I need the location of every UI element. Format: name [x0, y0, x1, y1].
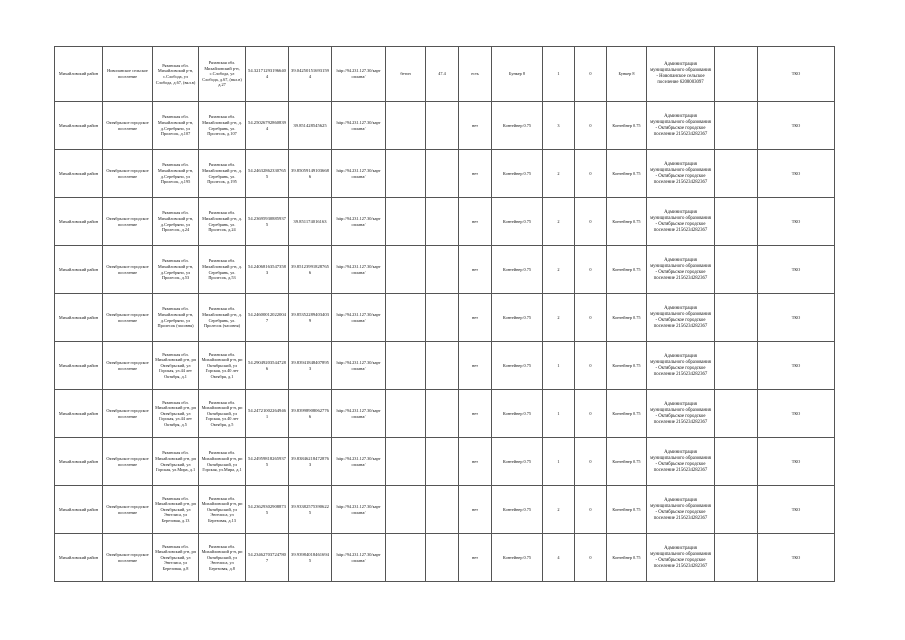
surface-cell — [386, 102, 426, 150]
area-cell — [426, 294, 459, 342]
settlement-cell: Октябрьское городское поселение — [103, 342, 153, 390]
surface-cell — [386, 198, 426, 246]
source-cell — [715, 438, 758, 486]
map-link-cell: http://94.231.127.30/карт оплана/ — [332, 390, 386, 438]
district-cell: Михайловский район — [55, 342, 103, 390]
area-cell — [426, 198, 459, 246]
planned-count-cell: 0 — [575, 47, 607, 102]
owner-cell: Администрация муниципального образования - Октябрьское городское поселение 2156234282367 — [647, 246, 715, 294]
planned-count-cell: 0 — [575, 486, 607, 534]
longitude-cell: 39.851239918287656 — [289, 246, 332, 294]
waste-type-cell: ТКО — [758, 150, 835, 198]
area-cell — [426, 150, 459, 198]
container-type-cell: Контейнер 0.75 — [492, 438, 543, 486]
latitude-cell: 54.250267928608394 — [246, 102, 289, 150]
container-volume-cell: Контейнер 0.75 — [607, 390, 647, 438]
source-cell — [715, 534, 758, 582]
longitude-cell: 39.850591491036686 — [289, 150, 332, 198]
area-cell — [426, 342, 459, 390]
container-count-cell: 2 — [543, 294, 575, 342]
owner-cell: Администрация муниципального образования - Октябрьское городское поселение 2156234282367 — [647, 534, 715, 582]
address-alt-cell: Рязанская обл. Михайловский р-н, рп Октябрьский, ул Энгелиса, ул Березовая, д.13 — [199, 486, 246, 534]
address-alt-cell: Рязанская обл. Михайловский р-н, рп Октябрьский, ул Энгелиса, ул Березовая, д.8 — [199, 534, 246, 582]
longitude-cell: 39.851174016163 — [289, 198, 332, 246]
container-count-cell: 2 — [543, 150, 575, 198]
latitude-cell: 54.234627037247807 — [246, 534, 289, 582]
waste-type-cell: ТКО — [758, 390, 835, 438]
address-alt-cell: Рязанская обл. Михайловский р-н, рп Октябрьский, ул Горская, ул.40 лет Октября, д.5 — [199, 390, 246, 438]
address-cell: Рязанская обл. Михайловский р-н, рп Октябрьский, ул Горская, ул.44 лет Октября, д.1 — [153, 342, 199, 390]
container-volume-cell: Контейнер 0.75 — [607, 438, 647, 486]
longitude-cell: 39.839418484078953 — [289, 342, 332, 390]
address-cell: Рязанская обл. Михайловский р-н, д.Серебряно, ул Пролесок, д.53 — [153, 246, 199, 294]
planned-count-cell: 0 — [575, 246, 607, 294]
planned-count-cell: 0 — [575, 438, 607, 486]
container-type-cell: Контейнер 0.75 — [492, 534, 543, 582]
settlement-cell: Октябрьское городское поселение — [103, 198, 153, 246]
source-cell — [715, 198, 758, 246]
district-cell: Михайловский район — [55, 47, 103, 102]
container-count-cell: 3 — [543, 102, 575, 150]
fence-cell: нет — [459, 390, 492, 438]
latitude-cell: 54.249598182659375 — [246, 438, 289, 486]
owner-cell: Администрация муниципального образования - Новопанское сельское поселение 6208003097 — [647, 47, 715, 102]
container-count-cell: 1 — [543, 390, 575, 438]
table-row — [55, 150, 835, 198]
latitude-cell: 54.321712931966404 — [246, 47, 289, 102]
source-cell — [715, 102, 758, 150]
surface-cell — [386, 150, 426, 198]
district-cell: Михайловский район — [55, 246, 103, 294]
map-link-cell: http://94.231.127.30/карт оплана/ — [332, 246, 386, 294]
fence-cell: нет — [459, 246, 492, 294]
map-link-cell: http://94.231.127.30/карт оплана/ — [332, 534, 386, 582]
waste-type-cell: ТКО — [758, 198, 835, 246]
container-count-cell: 1 — [543, 438, 575, 486]
container-volume-cell: Контейнер 0.75 — [607, 102, 647, 150]
container-type-cell: Бункер 8 — [492, 47, 543, 102]
longitude-cell: 39.853522894034039 — [289, 294, 332, 342]
registry-table — [54, 46, 835, 582]
area-cell — [426, 390, 459, 438]
owner-cell: Администрация муниципального образования - Октябрьское городское поселение 2156234282367 — [647, 342, 715, 390]
map-link-cell: http://94.231.127.30/карт оплана/ — [332, 486, 386, 534]
address-alt-cell: Рязанская обл. Михайловский р-н, д. Серебрянь, ул. Пролесок, д.107 — [199, 102, 246, 150]
district-cell: Михайловский район — [55, 198, 103, 246]
container-type-cell: Контейнер 0.75 — [492, 486, 543, 534]
settlement-cell: Октябрьское городское поселение — [103, 534, 153, 582]
fence-cell: нет — [459, 486, 492, 534]
planned-count-cell: 0 — [575, 390, 607, 438]
waste-type-cell: ТКО — [758, 47, 835, 102]
latitude-cell: 54.290492035447286 — [246, 342, 289, 390]
address-alt-cell: Рязанская обл. Михайловский р-н, рп Октябрьский, ул Горская, ул.Мира, д.1 — [199, 438, 246, 486]
area-cell — [426, 486, 459, 534]
settlement-cell: Октябрьское городское поселение — [103, 102, 153, 150]
table-row — [55, 534, 835, 582]
map-link-cell: http://94.231.127.30/карт оплана/ — [332, 342, 386, 390]
surface-cell: бетон — [386, 47, 426, 102]
surface-cell — [386, 438, 426, 486]
area-cell — [426, 438, 459, 486]
address-alt-cell: Рязанская обл. Михайловский р-н, д. Серебрянь, ул. Пролесок, д.195 — [199, 150, 246, 198]
settlement-cell: Октябрьское городское поселение — [103, 438, 153, 486]
district-cell: Михайловский район — [55, 150, 103, 198]
planned-count-cell: 0 — [575, 198, 607, 246]
fence-cell: нет — [459, 294, 492, 342]
container-type-cell: Контейнер 0.75 — [492, 342, 543, 390]
container-volume-cell: Контейнер 0.75 — [607, 486, 647, 534]
waste-type-cell: ТКО — [758, 102, 835, 150]
district-cell: Михайловский район — [55, 102, 103, 150]
table-row — [55, 294, 835, 342]
table-row — [55, 102, 835, 150]
waste-type-cell: ТКО — [758, 246, 835, 294]
address-cell: Рязанская обл. Михайловский р-н, д.Серебряно, ул Пролесок, д.24 — [153, 198, 199, 246]
container-count-cell: 4 — [543, 534, 575, 582]
district-cell: Михайловский район — [55, 534, 103, 582]
source-cell — [715, 342, 758, 390]
surface-cell — [386, 390, 426, 438]
table-row — [55, 47, 835, 102]
address-alt-cell: Рязанская обл. Михайловский р-н, рп Октябрьский, ул Горская, ул.40 лет Октября, д.1 — [199, 342, 246, 390]
owner-cell: Администрация муниципального образования - Октябрьское городское поселение 2156234282367 — [647, 294, 715, 342]
container-volume-cell: Контейнер 0.75 — [607, 534, 647, 582]
planned-count-cell: 0 — [575, 342, 607, 390]
owner-cell: Администрация муниципального образования - Октябрьское городское поселение 2156234282367 — [647, 486, 715, 534]
source-cell — [715, 246, 758, 294]
owner-cell: Администрация муниципального образования - Октябрьское городское поселение 2156234282367 — [647, 438, 715, 486]
latitude-cell: 54.246328623307655 — [246, 150, 289, 198]
fence-cell: нет — [459, 198, 492, 246]
settlement-cell: Октябрьское городское поселение — [103, 390, 153, 438]
district-cell: Михайловский район — [55, 438, 103, 486]
source-cell — [715, 47, 758, 102]
longitude-cell: 39.839989080627766 — [289, 390, 332, 438]
address-cell: Рязанская обл. Михайловский р-н, рп Октябрьский, ул Горская, ул.44 лет Октября, д.5 — [153, 390, 199, 438]
container-type-cell: Контейнер 0.75 — [492, 150, 543, 198]
address-cell: Рязанская обл. Михайловский р-н, рп Октябрьский, ул Энгелиса, ул Березовая, д.13 — [153, 486, 199, 534]
latitude-cell: 54.236293029088735 — [246, 486, 289, 534]
fence-cell: нет — [459, 102, 492, 150]
container-volume-cell: Контейнер 0.75 — [607, 198, 647, 246]
waste-type-cell: ТКО — [758, 342, 835, 390]
area-cell — [426, 102, 459, 150]
waste-type-cell: ТКО — [758, 294, 835, 342]
district-cell: Михайловский район — [55, 486, 103, 534]
fence-cell: нет — [459, 342, 492, 390]
registry-table-body — [55, 47, 835, 582]
planned-count-cell: 0 — [575, 534, 607, 582]
owner-cell: Администрация муниципального образования - Октябрьское городское поселение 2156234282367 — [647, 102, 715, 150]
district-cell: Михайловский район — [55, 294, 103, 342]
area-cell — [426, 534, 459, 582]
address-alt-cell: Рязанская обл. Михайловский р-н, с.Слобода, ул Слобода, д.67, (вкл.в) д.27 — [199, 47, 246, 102]
latitude-cell: 54.247210022649461 — [246, 390, 289, 438]
waste-type-cell: ТКО — [758, 534, 835, 582]
waste-type-cell: ТКО — [758, 486, 835, 534]
settlement-cell: Октябрьское городское поселение — [103, 294, 153, 342]
latitude-cell: 54.240681635473583 — [246, 246, 289, 294]
map-link-cell: http://94.231.127.30/карт оплана/ — [332, 102, 386, 150]
area-cell: 47.4 — [426, 47, 459, 102]
container-type-cell: Контейнер 0.75 — [492, 198, 543, 246]
table-row — [55, 198, 835, 246]
map-link-cell: http://94.231.127.30/карт оплана/ — [332, 47, 386, 102]
fence-cell: нет — [459, 534, 492, 582]
map-link-cell: http://94.231.127.30/карт оплана/ — [332, 438, 386, 486]
fence-cell: есть — [459, 47, 492, 102]
address-cell: Рязанская обл. Михайловский р-н, рп Октябрьский, ул Энгелиса, ул Березовая, д.8 — [153, 534, 199, 582]
container-volume-cell: Контейнер 0.75 — [607, 246, 647, 294]
longitude-cell: 39.042501516931594 — [289, 47, 332, 102]
map-link-cell: http://94.231.127.30/карт оплана/ — [332, 198, 386, 246]
longitude-cell: 39.933825753906225 — [289, 486, 332, 534]
settlement-cell: Новопанское сельское поселение — [103, 47, 153, 102]
table-row — [55, 246, 835, 294]
owner-cell: Администрация муниципального образования - Октябрьское городское поселение 2156234282367 — [647, 390, 715, 438]
container-count-cell: 1 — [543, 47, 575, 102]
address-cell: Рязанская обл. Михайловский р-н, д.Серебряно, ул Пролесок (часовня) — [153, 294, 199, 342]
settlement-cell: Октябрьское городское поселение — [103, 486, 153, 534]
area-cell — [426, 246, 459, 294]
container-volume-cell: Контейнер 0.75 — [607, 294, 647, 342]
source-cell — [715, 390, 758, 438]
container-count-cell: 2 — [543, 246, 575, 294]
table-row — [55, 486, 835, 534]
district-cell: Михайловский район — [55, 390, 103, 438]
planned-count-cell: 0 — [575, 294, 607, 342]
longitude-cell: 39.838462184728763 — [289, 438, 332, 486]
settlement-cell: Октябрьское городское поселение — [103, 150, 153, 198]
address-alt-cell: Рязанская обл. Михайловский р-н, д. Серебрянь, ул. Пролесок (часовня) — [199, 294, 246, 342]
container-type-cell: Контейнер 0.75 — [492, 102, 543, 150]
container-count-cell: 2 — [543, 198, 575, 246]
container-volume-cell: Контейнер 0.75 — [607, 150, 647, 198]
settlement-cell: Октябрьское городское поселение — [103, 246, 153, 294]
table-row — [55, 342, 835, 390]
surface-cell — [386, 246, 426, 294]
map-link-cell: http://94.231.127.30/карт оплана/ — [332, 294, 386, 342]
address-cell: Рязанская обл. Михайловский р-н, д.Серебряно, ул Пролесок, д.107 — [153, 102, 199, 150]
longitude-cell: 39.851428545625 — [289, 102, 332, 150]
surface-cell — [386, 534, 426, 582]
container-type-cell: Контейнер 0.75 — [492, 294, 543, 342]
container-type-cell: Контейнер 0.75 — [492, 246, 543, 294]
surface-cell — [386, 486, 426, 534]
source-cell — [715, 486, 758, 534]
fence-cell: нет — [459, 150, 492, 198]
address-cell: Рязанская обл. Михайловский р-н, д.Серебряно, ул Пролесок, д.195 — [153, 150, 199, 198]
longitude-cell: 39.939840184616945 — [289, 534, 332, 582]
address-cell: Рязанская обл. Михайловский р-н, с.Слобода, ул Слобода, д.67, (вкл.в) — [153, 47, 199, 102]
container-count-cell: 1 — [543, 342, 575, 390]
latitude-cell: 54.246000120220047 — [246, 294, 289, 342]
container-volume-cell: Бункер 8 — [607, 47, 647, 102]
container-count-cell: 2 — [543, 486, 575, 534]
owner-cell: Администрация муниципального образования - Октябрьское городское поселение 2156234282367 — [647, 198, 715, 246]
source-cell — [715, 150, 758, 198]
planned-count-cell: 0 — [575, 102, 607, 150]
address-cell: Рязанская обл. Михайловский р-н, рп Октябрьский, ул Горская, ул.Мира, д.1 — [153, 438, 199, 486]
owner-cell: Администрация муниципального образования - Октябрьское городское поселение 2156234282367 — [647, 150, 715, 198]
waste-type-cell: ТКО — [758, 438, 835, 486]
fence-cell: нет — [459, 438, 492, 486]
container-volume-cell: Контейнер 0.75 — [607, 342, 647, 390]
map-link-cell: http://94.231.127.30/карт оплана/ — [332, 150, 386, 198]
address-alt-cell: Рязанская обл. Михайловский р-н, д. Серебрянь, ул. Пролесок, д.24 — [199, 198, 246, 246]
table-row — [55, 390, 835, 438]
surface-cell — [386, 342, 426, 390]
planned-count-cell: 0 — [575, 150, 607, 198]
container-type-cell: Контейнер 0.75 — [492, 390, 543, 438]
latitude-cell: 54.236959308859375 — [246, 198, 289, 246]
surface-cell — [386, 294, 426, 342]
source-cell — [715, 294, 758, 342]
table-row — [55, 438, 835, 486]
address-alt-cell: Рязанская обл. Михайловский р-н, д. Серебрянь, ул. Пролесок, д.53 — [199, 246, 246, 294]
